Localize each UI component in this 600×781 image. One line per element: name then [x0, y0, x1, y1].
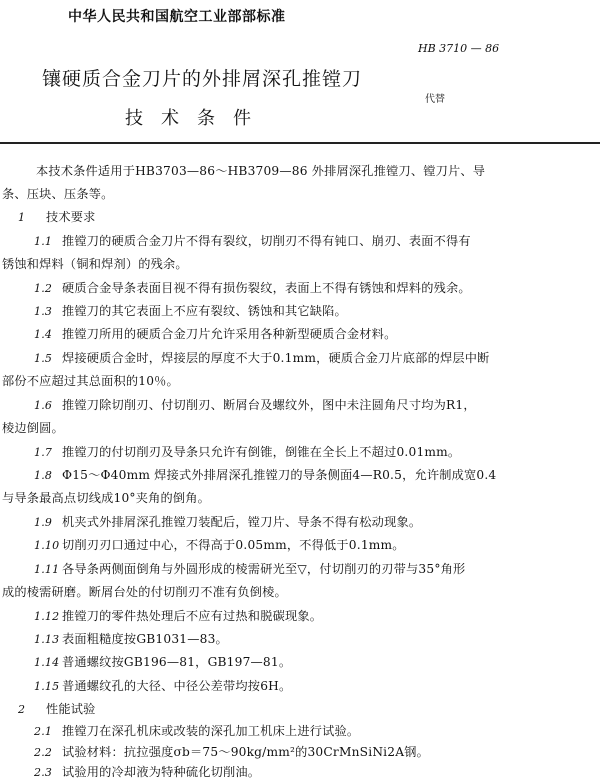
item-1-7 — [34, 443, 460, 460]
item-number: 1.8 — [34, 469, 53, 482]
item-text: 普通螺纹孔的大径、中径公差带均按6H。 — [62, 679, 292, 693]
item-number: 1.12 — [34, 610, 60, 623]
item-1-5-cont: 部份不应超过其总面积的10％。 — [2, 374, 179, 388]
standard-title: 中华人民共和国航空工业部部标准 — [68, 9, 286, 25]
item-text: 各导条两侧面倒角与外圆形成的棱需研光至▽，付切削刃的刃带与35°角形 — [62, 562, 466, 576]
item-2-2 — [34, 743, 429, 760]
item-text: 切削刃刃口通过中心，不得高于0.05mm，不得低于0.1mm。 — [62, 538, 405, 552]
replaces-label: 代替 — [425, 94, 445, 105]
item-text: 焊接硬质合金时，焊接层的厚度不大于0.1mm，硬质合金刀片底部的焊层中断 — [62, 351, 490, 365]
section-number: 1 — [18, 211, 26, 224]
item-number: 1.5 — [34, 352, 53, 365]
item-number: 1.10 — [34, 539, 60, 552]
document-title: 镶硬质合金刀片的外排屑深孔推镗刀 — [42, 68, 363, 90]
item-1-15 — [34, 677, 291, 694]
item-text: 试验用的冷却液为特种硫化切削油。 — [62, 765, 261, 779]
item-1-10 — [34, 536, 405, 553]
item-text: 硬质合金导条表面目视不得有损伤裂纹，表面上不得有锈蚀和焊料的残余。 — [62, 281, 471, 295]
item-number: 2.2 — [34, 746, 53, 759]
item-number: 2.3 — [34, 766, 53, 779]
document-subtitle: 技术条件 — [125, 108, 269, 129]
item-1-9 — [34, 513, 421, 530]
item-1-12 — [34, 607, 322, 624]
item-text: 推镗刀的付切削刃及导条只允许有倒锥，倒锥在全长上不超过0.01mm。 — [62, 445, 461, 459]
item-1-6 — [34, 396, 476, 413]
item-1-14 — [34, 653, 291, 670]
item-number: 1.9 — [34, 516, 53, 529]
item-text: 推镗刀的零件热处理后不应有过热和脱碳现象。 — [62, 609, 323, 623]
intro-line-2: 条、压块、压条等。 — [2, 187, 114, 201]
item-text: Φ15～Φ40mm 焊接式外排屑深孔推镗刀的导条侧面4—R0.5，允许制成宽0.4 — [62, 468, 497, 482]
item-text: 推镗刀的硬质合金刀片不得有裂纹，切削刃不得有钝口、崩刃、表面不得有 — [62, 234, 471, 248]
item-1-8 — [34, 466, 496, 483]
item-number: 1.13 — [34, 633, 60, 646]
item-1-5 — [34, 349, 490, 366]
standard-code: HB 3710 — 86 — [418, 42, 500, 55]
header-rule — [0, 142, 600, 144]
item-number: 1.3 — [34, 305, 53, 318]
section-number: 2 — [18, 703, 26, 716]
item-2-1 — [34, 722, 359, 739]
item-number: 1.11 — [34, 563, 60, 576]
item-number: 2.1 — [34, 725, 53, 738]
item-text: 机夹式外排屑深孔推镗刀装配后，镗刀片、导条不得有松动现象。 — [62, 515, 422, 529]
item-text: 推镗刀在深孔机床或改装的深孔加工机床上进行试验。 — [62, 724, 360, 738]
intro-line-1: 本技术条件适用于HB3703—86～HB3709—86 外排屑深孔推镗刀、镗刀片、导 — [36, 164, 486, 178]
item-2-3 — [34, 763, 260, 780]
item-number: 1.6 — [34, 399, 53, 412]
item-1-1 — [34, 232, 471, 249]
item-number: 1.1 — [34, 235, 53, 248]
item-1-2 — [34, 279, 471, 296]
item-1-11-cont: 成的棱需研磨。断屑台处的付切削刃不准有负倒棱。 — [2, 585, 287, 599]
item-1-8-cont: 与导条最高点切线成10°夹角的倒角。 — [2, 491, 211, 505]
section-2-heading — [18, 700, 96, 717]
item-1-11 — [34, 560, 465, 577]
item-1-4 — [34, 325, 396, 342]
item-text: 推镗刀所用的硬质合金刀片允许采用各种新型硬质合金材料。 — [62, 327, 397, 341]
item-number: 1.7 — [34, 446, 53, 459]
section-title: 技术要求 — [46, 210, 96, 224]
item-1-1-cont: 锈蚀和焊料（铜和焊剂）的残余。 — [2, 257, 188, 271]
item-text: 表面粗糙度按GB1031—83。 — [62, 632, 228, 646]
item-text: 试验材料：抗拉强度σb＝75～90kg/mm²的30CrMnSiNi2A钢。 — [62, 745, 430, 759]
item-number: 1.14 — [34, 656, 60, 669]
section-title: 性能试验 — [46, 702, 96, 716]
item-1-6-cont: 棱边倒圆。 — [2, 421, 64, 435]
item-number: 1.4 — [34, 328, 53, 341]
item-1-3 — [34, 302, 347, 319]
item-1-13 — [34, 630, 228, 647]
item-text: 推镗刀的其它表面上不应有裂纹、锈蚀和其它缺陷。 — [62, 304, 347, 318]
item-text: 推镗刀除切削刃、付切削刃、断屑台及螺纹外，图中未注圆角尺寸均为R1， — [62, 398, 476, 412]
item-number: 1.15 — [34, 680, 60, 693]
item-text: 普通螺纹按GB196—81，GB197—81。 — [62, 655, 292, 669]
item-number: 1.2 — [34, 282, 53, 295]
section-1-heading — [18, 208, 96, 225]
